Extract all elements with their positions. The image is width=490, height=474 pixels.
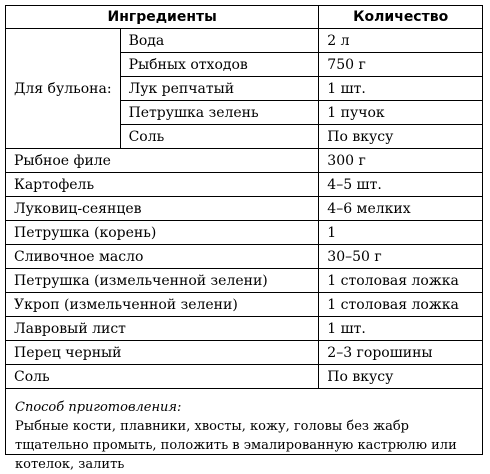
header-row <box>6 6 483 29</box>
ingredients-table <box>5 5 483 389</box>
ingredient-name: Соль <box>120 125 319 149</box>
ingredient-name: Соль <box>6 365 319 389</box>
ingredient-name: Петрушка зелень <box>120 101 319 125</box>
quantity-header: Количество <box>319 6 483 29</box>
table-row <box>6 341 483 365</box>
table-row <box>6 269 483 293</box>
ingredient-qty: 1 пучок <box>319 101 483 125</box>
table-row <box>6 29 483 53</box>
ingredient-qty: По вкусу <box>319 125 483 149</box>
ingredient-qty: 4–5 шт. <box>319 173 483 197</box>
table-row <box>6 173 483 197</box>
ingredient-qty: 1 столовая ложка <box>319 269 483 293</box>
table-row <box>6 365 483 389</box>
ingredient-name: Рыбных отходов <box>120 53 319 77</box>
ingredient-name: Рыбное филе <box>6 149 319 173</box>
method-section <box>5 393 483 472</box>
ingredient-name: Петрушка (измельченной зелени) <box>6 269 319 293</box>
ingredient-qty: 300 г <box>319 149 483 173</box>
ingredient-qty: 1 шт. <box>319 317 483 341</box>
ingredient-qty: 1 шт. <box>319 77 483 101</box>
method-text: Рыбные кости, плавники, хвосты, кожу, головы без жабр тщательно промыть, положить в эмалированную кастрюлю или котелок, залить <box>15 419 457 472</box>
ingredient-name: Перец черный <box>6 341 319 365</box>
ingredients-header: Ингредиенты <box>6 6 319 29</box>
ingredient-qty: 4–6 мелких <box>319 197 483 221</box>
ingredient-name: Лук репчатый <box>120 77 319 101</box>
ingredient-name: Лавровый лист <box>6 317 319 341</box>
table-row <box>6 245 483 269</box>
method-title: Способ приготовления: <box>15 400 182 415</box>
table-row <box>6 149 483 173</box>
ingredient-name: Вода <box>120 29 319 53</box>
ingredient-name: Луковиц-сеянцев <box>6 197 319 221</box>
broth-group-label: Для бульона: <box>6 29 121 149</box>
ingredient-name: Картофель <box>6 173 319 197</box>
table-row <box>6 293 483 317</box>
ingredient-name: Сливочное масло <box>6 245 319 269</box>
ingredient-qty: 30–50 г <box>319 245 483 269</box>
ingredient-qty: 2–3 горошины <box>319 341 483 365</box>
table-row <box>6 197 483 221</box>
ingredient-qty: 1 столовая ложка <box>319 293 483 317</box>
ingredient-qty: 750 г <box>319 53 483 77</box>
ingredient-qty: 2 л <box>319 29 483 53</box>
ingredient-qty: По вкусу <box>319 365 483 389</box>
ingredient-qty: 1 <box>319 221 483 245</box>
table-row <box>6 221 483 245</box>
table-row <box>6 317 483 341</box>
ingredient-name: Укроп (измельченной зелени) <box>6 293 319 317</box>
ingredient-name: Петрушка (корень) <box>6 221 319 245</box>
